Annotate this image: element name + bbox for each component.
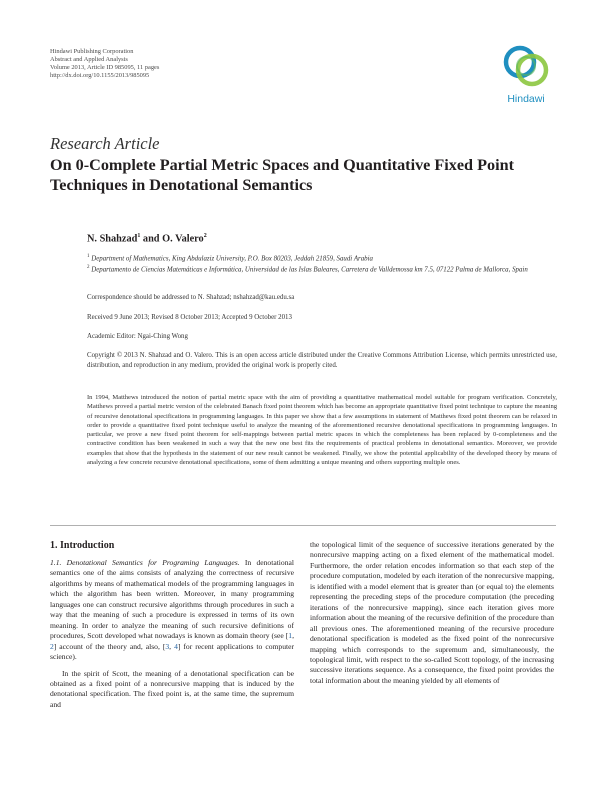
abstract: In 1994, Matthews introduced the notion of partial metric space with the aim of providing a quantitative mathematical model suitable for program verification. Concretely, Matthews proved a partial metric version of the celebrated Banach fixed point theorem which has become an appropriate quantitative fixed point technique to capture the meaning of recursive denotational specifications in programming languages. In this paper we show that a few assumptions in statement of Matthews fixed point theorem can be relaxed in order to provide a quantitative fixed point technique useful to analyze the meaning of the aforementioned recursive denotational specifications in programming languages. In particular, we prove a new fixed point theorem for self-mappings between partial metric spaces in which the completeness has been replaced by 0-completeness and the contractive condition has been weakened in such a way that the new one best fits the requirements of practical problems in denotational semantics. Moreover, we provide examples that show that the hypothesis in the statement of our new result cannot be weakened. Finally, we show the potential applicability of the developed theory by means of analyzing a few concrete recursive denotational specifications, some of them admitting a unique meaning and others supporting multiple ones. xyxy=(87,394,557,467)
author-2-mark: 2 xyxy=(203,233,207,239)
intro-paragraph-3: the topological limit of the sequence of successive iterations generated by the nonrecursive mapping acting on a fixed element of the mathematical model. Furthermore, the order relation encodes information so that each step of the procedure computation, modeled by each iteration of the nonrecursive mapping, is identified with a model element that is greater than (or equal to) the elements representing the preceding steps of the procedure computation (the preceding iterations of the nonrecursive mapping), since each iteration gives more information about the meaning of the recursive definition of the procedure than all previous ones. The aforementioned meaning of the recursive procedure denotational specification is modeled as the fixed point of the nonrecursive mapping which corresponds to the supremum and, simultaneously, the topological limit, with respect to the so-called Scott topology, of the increasing successive iterations sequence. As a consequence, the fixed point provides the total information about the meaning yielded by all elements of xyxy=(310,540,554,685)
author-2[interactable]: O. Valero xyxy=(162,233,204,245)
affiliation-1-mark: 1 xyxy=(87,254,90,259)
intro-p1-part-c: ] for recent applications to computer science). xyxy=(50,641,294,662)
paper-title: On 0-Complete Partial Metric Spaces and Quantitative Fixed Point Techniques in Denotational Semantics xyxy=(50,156,514,194)
affiliation-2-text: Departamento de Ciencias Matemáticas e Informática, Universidad de las Islas Baleares, Carretera de Valldemossa km 7.5, 07122 Palma de Mallorca, Spain xyxy=(91,266,528,274)
citation-separator-1: , xyxy=(292,631,294,641)
section-divider xyxy=(50,525,556,526)
affiliation-1-text: Department of Mathematics, King Abdulaziz University, P.O. Box 80203, Jeddah 21859, Saudi Arabia xyxy=(91,255,373,263)
intro-p1-part-b: ] account of the theory and, also, [ xyxy=(53,641,166,651)
authors xyxy=(87,233,207,244)
intro-paragraph-1 xyxy=(50,558,294,663)
affiliation-2-mark: 2 xyxy=(87,265,90,270)
affiliation-2 xyxy=(87,263,542,275)
journal-name: Abstract and Applied Analysis xyxy=(50,56,128,63)
author-1[interactable]: N. Shahzad xyxy=(87,233,138,245)
citation-separator-2: , xyxy=(169,641,175,651)
right-column xyxy=(310,540,554,686)
hindawi-logo-icon xyxy=(496,38,556,92)
volume-info: Volume 2013, Article ID 985095, 11 pages xyxy=(50,64,160,71)
article-type: Research Article xyxy=(50,134,160,153)
journal-header xyxy=(50,48,159,80)
author-1-mark: 1 xyxy=(137,233,141,239)
section-heading-introduction: 1. Introduction xyxy=(50,540,115,551)
correspondence: Correspondence should be addressed to N. Shahzad; nshahzad@kau.edu.sa xyxy=(87,294,295,301)
hindawi-logo xyxy=(496,38,556,108)
logo-text: Hindawi xyxy=(507,93,545,105)
citation-3[interactable]: 3 xyxy=(165,641,170,651)
academic-editor: Academic Editor: Ngai-Ching Wong xyxy=(87,333,188,340)
citation-4[interactable]: 4 xyxy=(174,641,178,651)
citation-1[interactable]: 1 xyxy=(288,631,293,641)
copyright-notice: Copyright © 2013 N. Shahzad and O. Valero. This is an open access article distributed under the Creative Commons Attribution License, which permits unrestricted use, distribution, and reproduction in any medium, provided the original work is properly cited. xyxy=(87,352,557,369)
doi-link[interactable]: http://dx.doi.org/10.1155/2013/985095 xyxy=(50,72,150,79)
received-dates: Received 9 June 2013; Revised 8 October 2013; Accepted 9 October 2013 xyxy=(87,314,292,321)
publisher: Hindawi Publishing Corporation xyxy=(50,48,134,55)
intro-p1-part-a: In denotational semantics one of the aims consists of analyzing the correctness of recursive algorithms by means of mathematical models of the programming languages in which the algorithm has been written. Moreover, in many programming languages one can construct recursive algorithms through procedures in such a way that the meaning of such a procedure is expressed in terms of its own meaning. In order to analyze the meaning of such recursive definitions of procedures, Scott developed what nowadays is known as domain theory (see [ xyxy=(50,558,294,641)
citation-2[interactable]: 2 xyxy=(50,641,54,651)
intro-paragraph-2: In the spirit of Scott, the meaning of a denotational specification can be obtained as a fixed point of a nonrecursive mapping that is induced by the denotational specification. The fixed point is, at the same time, the supremum and xyxy=(50,668,294,709)
subsection-heading: 1.1. Denotational Semantics for Programing Languages. xyxy=(50,558,240,567)
left-column xyxy=(50,540,294,710)
author-connector: and xyxy=(140,233,163,245)
